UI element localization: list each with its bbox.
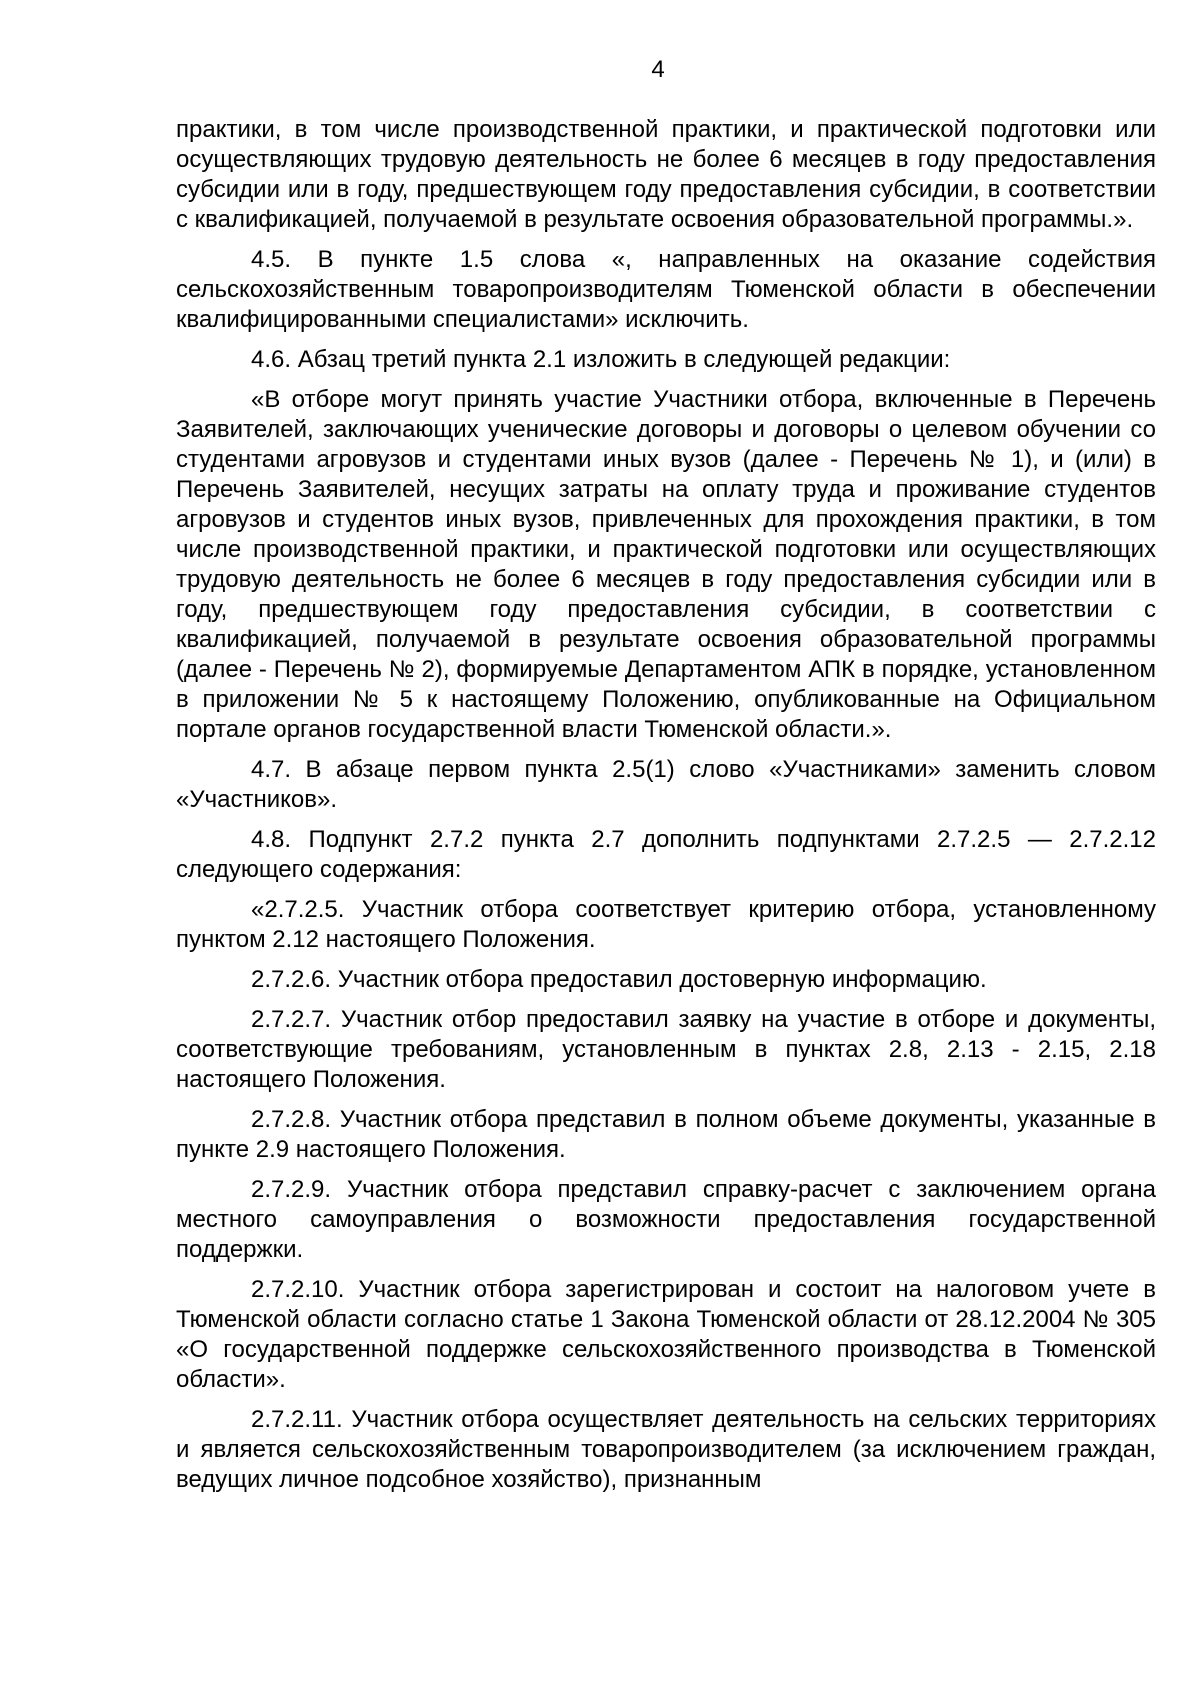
paragraph-4-6-quote: «В отборе могут принять участие Участники отбора, включенные в Перечень Заявителей, заключающих ученические договоры и договоры о целевом обучении со студентами агровузов и студентами иных вузов (далее - Перечень № 1), и (или) в Перечень Заявителей, несущих затраты на оплату труда и проживание студентов агровузов и студентов иных вузов, привлеченных для прохождения практики, в том числе производственной практики, и практической подготовки или осуществляющих трудовую деятельность не более 6 месяцев в году предоставления субсидии или в году, предшествующем году предоставления субсидии, в соответствии с квалификацией, получаемой в результате освоения образовательной программы (далее - Перечень № 2), формируемые Департаментом АПК в порядке, установленном в приложении № 5 к настоящему Положению, опубликованные на Официальном портале органов государственной власти Тюменской области.». bbox=[176, 386, 1156, 743]
paragraph-2-7-2-6: 2.7.2.6. Участник отбора предоставил достоверную информацию. bbox=[251, 966, 987, 993]
page-number: 4 bbox=[651, 56, 665, 83]
paragraph-2-7-2-8: 2.7.2.8. Участник отбора представил в полном объеме документы, указанные в пункте 2.9 настоящего Положения. bbox=[176, 1106, 1156, 1163]
paragraph-2-7-2-10: 2.7.2.10. Участник отбора зарегистрирован и состоит на налоговом учете в Тюменской области согласно статье 1 Закона Тюменской области от 28.12.2004 № 305 «О государственной поддержке сельскохозяйственного производства в Тюменской области». bbox=[176, 1276, 1156, 1393]
paragraph-4-6: 4.6. Абзац третий пункта 2.1 изложить в следующей редакции: bbox=[251, 346, 951, 373]
paragraph-4-8: 4.8. Подпункт 2.7.2 пункта 2.7 дополнить подпунктами 2.7.2.5 — 2.7.2.12 следующего содержания: bbox=[176, 826, 1156, 883]
paragraph-2-7-2-11: 2.7.2.11. Участник отбора осуществляет деятельность на сельских территориях и является сельскохозяйственным товаропроизводителем (за исключением граждан, ведущих личное подсобное хозяйство), признанным bbox=[176, 1406, 1156, 1493]
document-body bbox=[176, 115, 1156, 1505]
paragraph-2-7-2-9: 2.7.2.9. Участник отбора представил справку-расчет с заключением органа местного самоуправления о возможности предоставления государственной поддержки. bbox=[176, 1176, 1156, 1263]
paragraph-4-7: 4.7. В абзаце первом пункта 2.5(1) слово «Участниками» заменить словом «Участников». bbox=[176, 756, 1156, 813]
paragraph-2-7-2-7: 2.7.2.7. Участник отбор предоставил заявку на участие в отборе и документы, соответствующие требованиям, установленным в пунктах 2.8, 2.13 - 2.15, 2.18 настоящего Положения. bbox=[176, 1006, 1156, 1093]
paragraph-continuation: практики, в том числе производственной практики, и практической подготовки или осуществляющих трудовую деятельность не более 6 месяцев в году предоставления субсидии или в году, предшествующем году предоставления субсидии, в соответствии с квалификацией, получаемой в результате освоения образовательной программы.». bbox=[176, 116, 1156, 233]
paragraph-2-7-2-5: «2.7.2.5. Участник отбора соответствует критерию отбора, установленному пунктом 2.12 настоящего Положения. bbox=[176, 896, 1156, 953]
paragraph-4-5: 4.5. В пункте 1.5 слова «, направленных на оказание содействия сельскохозяйственным товаропроизводителям Тюменской области в обеспечении квалифицированными специалистами» исключить. bbox=[176, 246, 1156, 333]
